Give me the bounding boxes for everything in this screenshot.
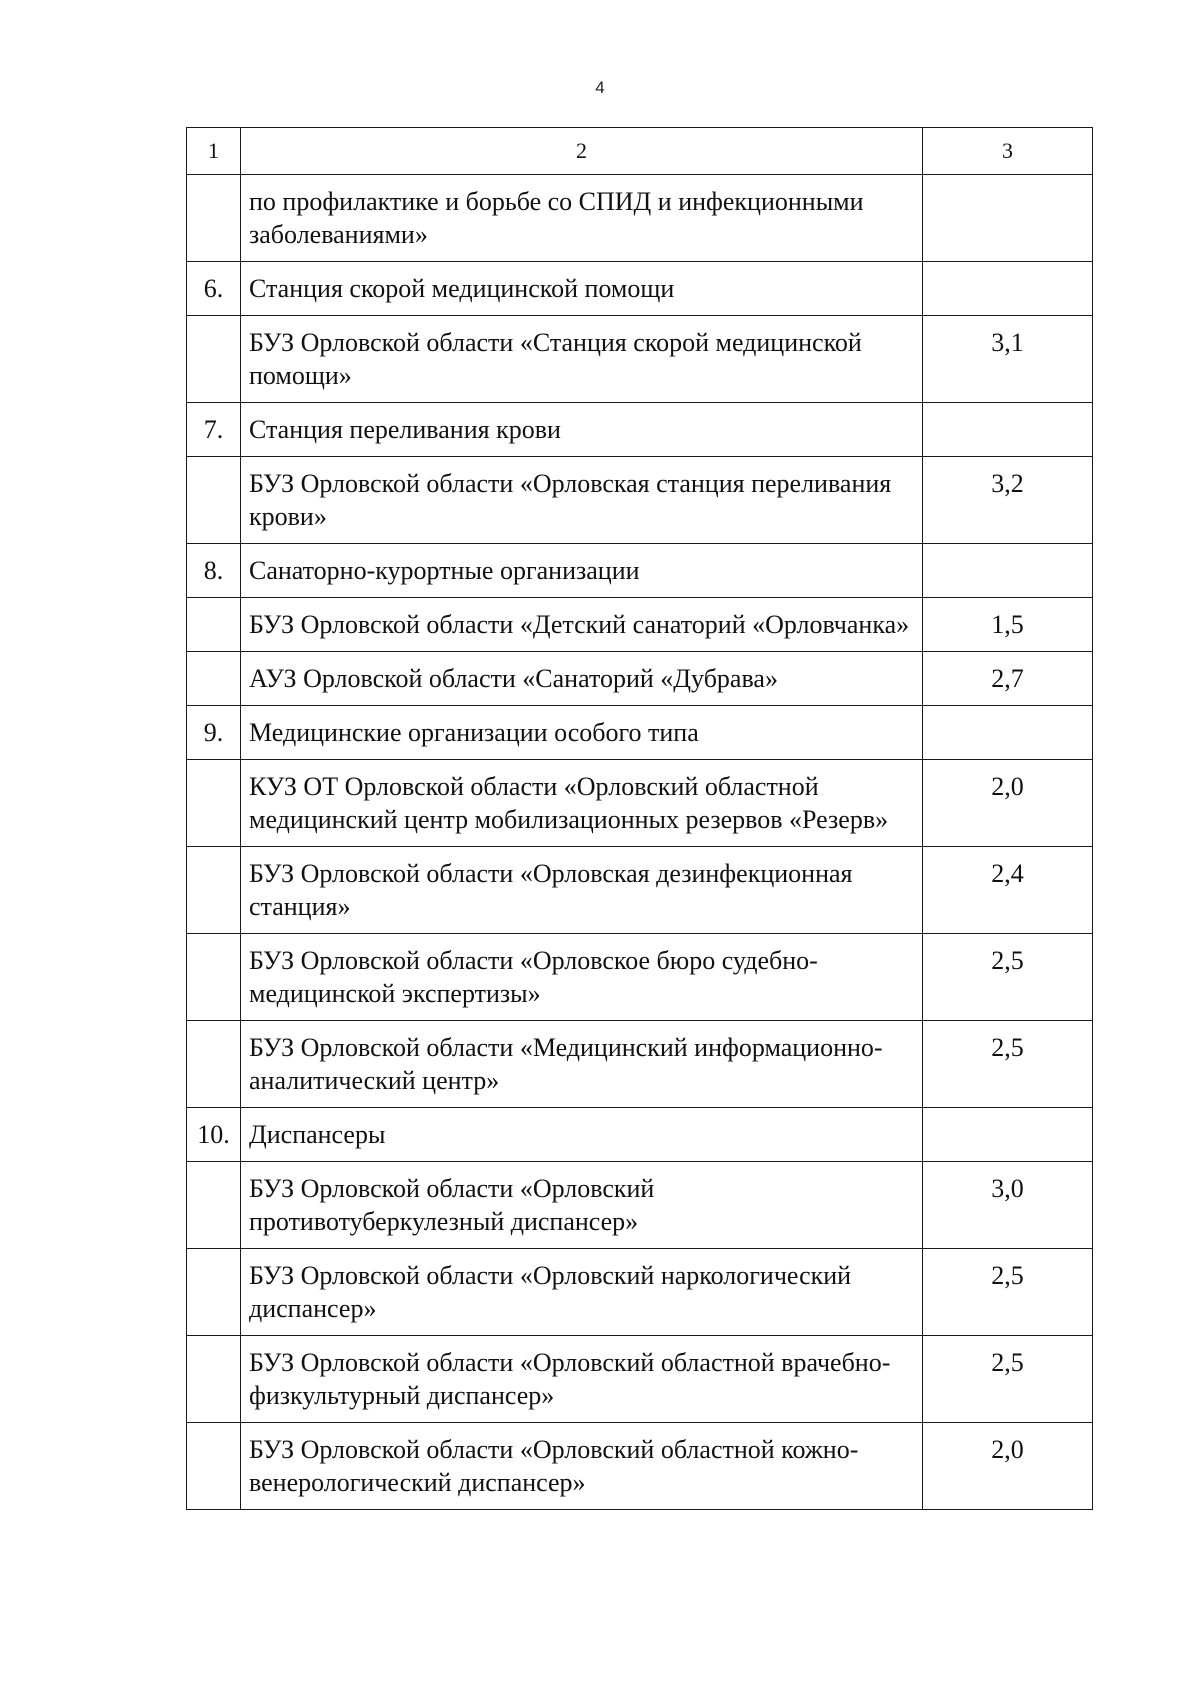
section-row bbox=[187, 403, 1093, 457]
table-row bbox=[187, 1021, 1093, 1108]
coefficient-cell bbox=[923, 403, 1093, 457]
organization-name-cell: БУЗ Орловской области «Станция скорой медицинской помощи» bbox=[241, 316, 923, 403]
row-number-cell: 8. bbox=[187, 544, 241, 598]
table-row bbox=[187, 316, 1093, 403]
table-row bbox=[187, 1249, 1093, 1336]
row-number-cell: 10. bbox=[187, 1108, 241, 1162]
table-row bbox=[187, 847, 1093, 934]
table-row bbox=[187, 598, 1093, 652]
coefficient-cell bbox=[923, 1108, 1093, 1162]
header-cell-value: 3 bbox=[923, 128, 1093, 175]
section-row bbox=[187, 544, 1093, 598]
header-cell-number: 1 bbox=[187, 128, 241, 175]
organization-name-cell: Станция переливания крови bbox=[241, 403, 923, 457]
coefficient-cell bbox=[923, 262, 1093, 316]
table-body bbox=[187, 128, 1093, 1510]
page-number: 4 bbox=[595, 78, 605, 97]
table-row bbox=[187, 934, 1093, 1021]
organization-name-cell: АУЗ Орловской области «Санаторий «Дубрава» bbox=[241, 652, 923, 706]
organization-name-cell: БУЗ Орловской области «Детский санаторий «Орловчанка» bbox=[241, 598, 923, 652]
organization-name-cell: БУЗ Орловской области «Орловский наркологический диспансер» bbox=[241, 1249, 923, 1336]
organization-name-cell: Медицинские организации особого типа bbox=[241, 706, 923, 760]
organization-name-cell: БУЗ Орловской области «Орловский областной врачебно-физкультурный диспансер» bbox=[241, 1336, 923, 1423]
table-row bbox=[187, 1336, 1093, 1423]
coefficient-cell: 1,5 bbox=[923, 598, 1093, 652]
coefficient-cell: 2,5 bbox=[923, 1249, 1093, 1336]
table-row bbox=[187, 175, 1093, 262]
row-number-cell bbox=[187, 1162, 241, 1249]
row-number-cell bbox=[187, 316, 241, 403]
row-number-cell bbox=[187, 760, 241, 847]
row-number-cell bbox=[187, 652, 241, 706]
section-row bbox=[187, 706, 1093, 760]
row-number-cell bbox=[187, 1249, 241, 1336]
coefficient-cell: 3,1 bbox=[923, 316, 1093, 403]
coefficient-cell: 2,5 bbox=[923, 1021, 1093, 1108]
row-number-cell bbox=[187, 934, 241, 1021]
row-number-cell: 6. bbox=[187, 262, 241, 316]
coefficient-cell: 2,7 bbox=[923, 652, 1093, 706]
organization-name-cell: БУЗ Орловской области «Орловское бюро судебно-медицинской экспертизы» bbox=[241, 934, 923, 1021]
organizations-table bbox=[186, 127, 1093, 1510]
row-number-cell bbox=[187, 847, 241, 934]
coefficient-cell bbox=[923, 706, 1093, 760]
row-number-cell bbox=[187, 175, 241, 262]
coefficient-cell: 2,0 bbox=[923, 1423, 1093, 1510]
coefficient-cell bbox=[923, 175, 1093, 262]
organization-name-cell: Диспансеры bbox=[241, 1108, 923, 1162]
organization-name-cell: БУЗ Орловской области «Орловский областной кожно-венерологический диспансер» bbox=[241, 1423, 923, 1510]
table-header-row bbox=[187, 128, 1093, 175]
row-number-cell bbox=[187, 1021, 241, 1108]
table-row bbox=[187, 760, 1093, 847]
row-number-cell bbox=[187, 457, 241, 544]
coefficient-cell: 2,4 bbox=[923, 847, 1093, 934]
organization-name-cell: БУЗ Орловской области «Орловская станция переливания крови» bbox=[241, 457, 923, 544]
organization-name-cell: БУЗ Орловской области «Орловская дезинфекционная станция» bbox=[241, 847, 923, 934]
organization-name-cell: БУЗ Орловской области «Медицинский информационно-аналитический центр» bbox=[241, 1021, 923, 1108]
section-row bbox=[187, 1108, 1093, 1162]
row-number-cell bbox=[187, 598, 241, 652]
coefficient-cell: 3,0 bbox=[923, 1162, 1093, 1249]
coefficient-cell: 2,5 bbox=[923, 1336, 1093, 1423]
row-number-cell bbox=[187, 1336, 241, 1423]
coefficient-cell: 2,0 bbox=[923, 760, 1093, 847]
coefficient-cell bbox=[923, 544, 1093, 598]
row-number-cell: 9. bbox=[187, 706, 241, 760]
coefficient-cell: 3,2 bbox=[923, 457, 1093, 544]
organization-name-cell: Станция скорой медицинской помощи bbox=[241, 262, 923, 316]
table-row bbox=[187, 1162, 1093, 1249]
table-row bbox=[187, 1423, 1093, 1510]
row-number-cell: 7. bbox=[187, 403, 241, 457]
header-cell-name: 2 bbox=[241, 128, 923, 175]
organization-name-cell: БУЗ Орловской области «Орловский противотуберкулезный диспансер» bbox=[241, 1162, 923, 1249]
organization-name-cell: Санаторно-курортные организации bbox=[241, 544, 923, 598]
table-row bbox=[187, 457, 1093, 544]
section-row bbox=[187, 262, 1093, 316]
organization-name-cell: по профилактике и борьбе со СПИД и инфекционными заболеваниями» bbox=[241, 175, 923, 262]
coefficient-cell: 2,5 bbox=[923, 934, 1093, 1021]
table-row bbox=[187, 652, 1093, 706]
organization-name-cell: КУЗ ОТ Орловской области «Орловский областной медицинский центр мобилизационных резервов «Резерв» bbox=[241, 760, 923, 847]
row-number-cell bbox=[187, 1423, 241, 1510]
